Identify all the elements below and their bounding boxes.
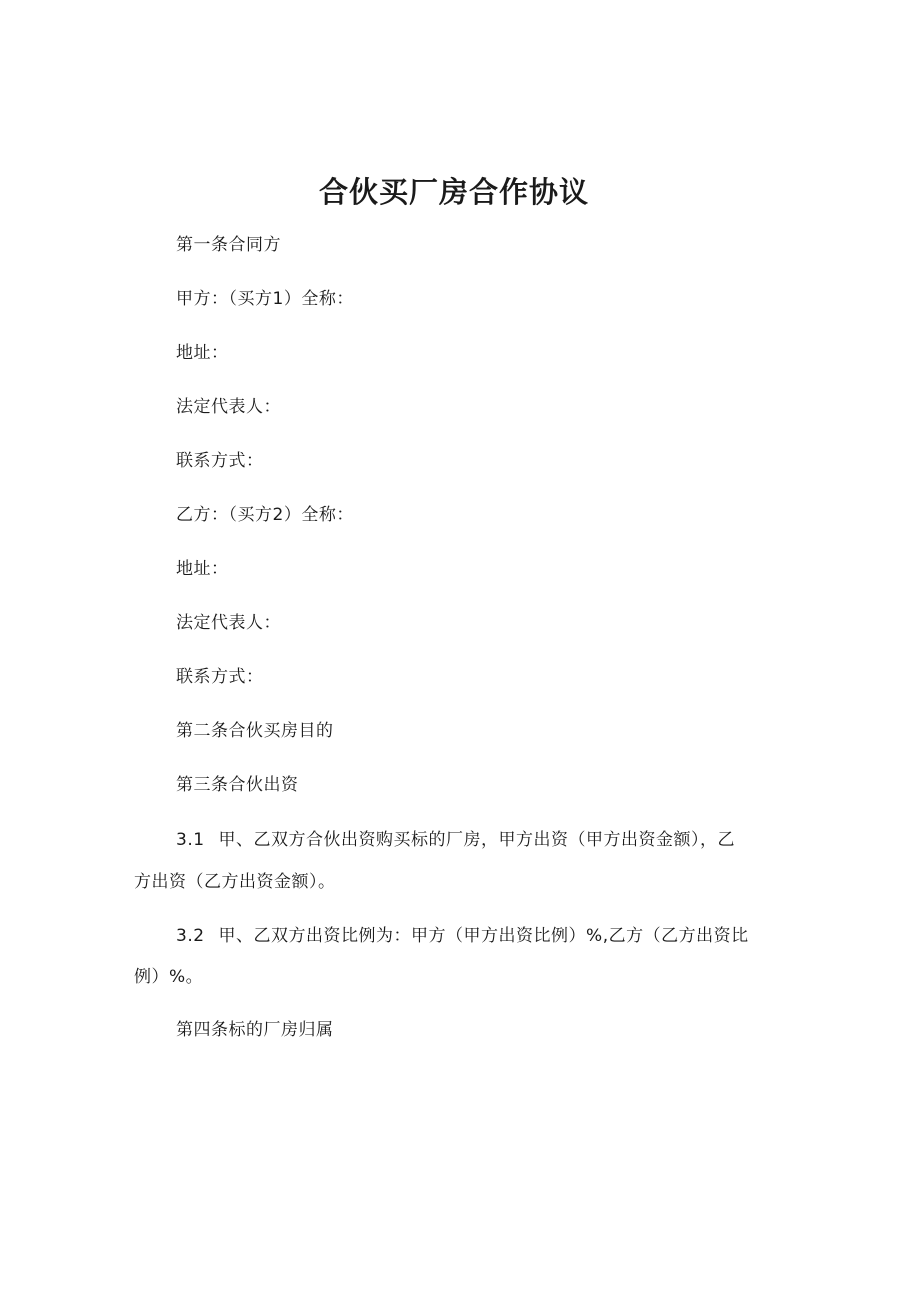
party-a-address-line: 地址： [176, 343, 229, 363]
clause-3-2-text-line1: 甲、乙双方出资比例为：甲方（甲方出资比例）%,乙方（乙方出资比 [218, 926, 749, 946]
clause-3-2-text-line2: 例）%。 [134, 967, 204, 987]
section-4-heading: 第四条标的厂房归属 [176, 1020, 334, 1040]
section-1-heading: 第一条合同方 [176, 235, 281, 255]
party-b-address-line: 地址： [176, 559, 229, 579]
document-title: 合伙买厂房合作协议 [318, 175, 589, 209]
section-2-heading: 第二条合伙买房目的 [176, 721, 334, 741]
clause-3-2-line1 [176, 924, 749, 948]
clause-3-1-line1 [176, 828, 735, 852]
section-3-heading: 第三条合伙出资 [176, 775, 299, 795]
clause-3-2-number: 3.2 [176, 926, 205, 946]
clause-3-1-text-line2: 方出资（乙方出资金额）。 [134, 872, 336, 892]
party-a-contact-line: 联系方式： [176, 451, 264, 471]
party-b-contact-line: 联系方式： [176, 667, 264, 687]
party-b-representative-line: 法定代表人： [176, 613, 281, 633]
clause-3-1-text-line1: 甲、乙双方合伙出资购买标的厂房，甲方出资（甲方出资金额），乙 [218, 830, 736, 850]
party-b-name-line: 乙方：（买方2）全称： [176, 505, 354, 525]
clause-3-1-number: 3.1 [176, 830, 205, 850]
party-a-representative-line: 法定代表人： [176, 397, 281, 417]
party-a-name-line: 甲方：（买方1）全称： [176, 289, 354, 309]
